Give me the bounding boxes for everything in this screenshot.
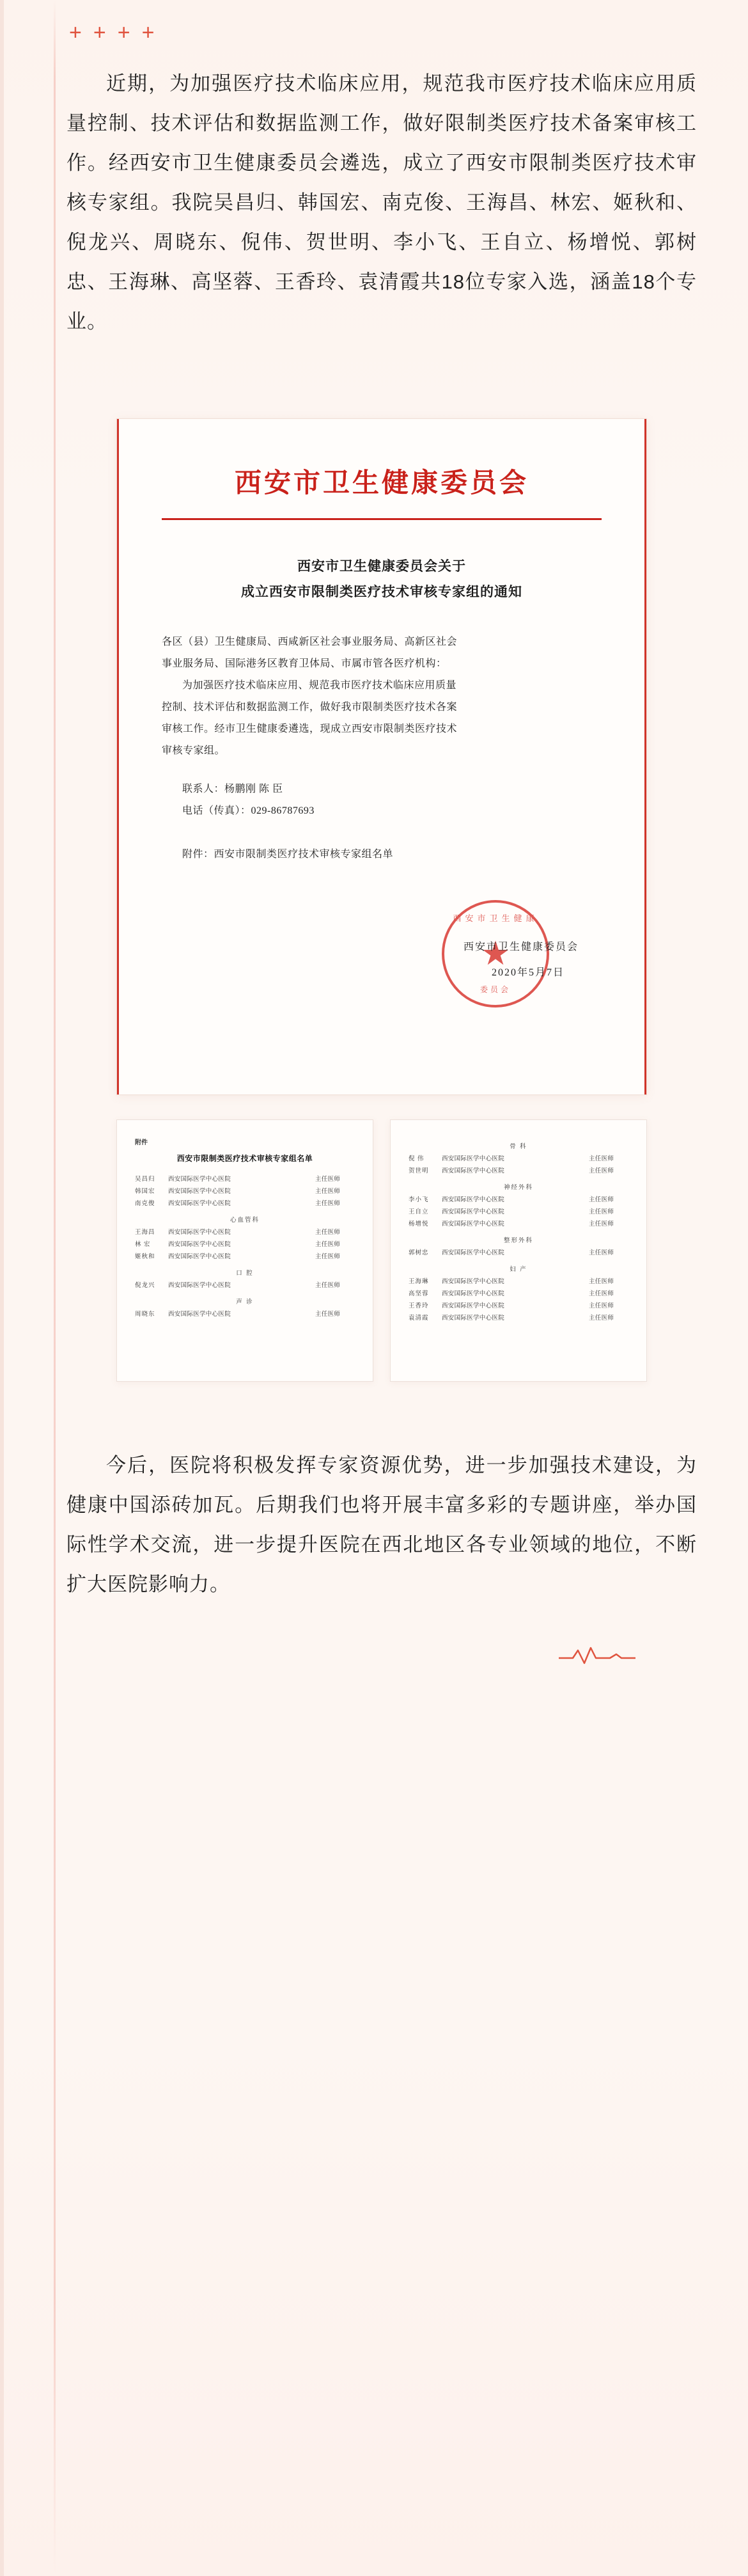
notice-recipients-line2: 事业服务局、国际港务区教育卫体局、市属市管各医疗机构： — [162, 658, 447, 669]
expert-org: 西安国际医学中心医院 — [442, 1167, 505, 1174]
list-item — [409, 1313, 628, 1325]
notice-divider-rule — [162, 518, 602, 520]
expert-title: 主任医师 — [589, 1196, 614, 1203]
notice-signature-area — [162, 883, 602, 1018]
specialty-group-heading: 声 诊 — [236, 1299, 254, 1306]
expert-name: 郭树忠 — [409, 1249, 429, 1256]
expert-title: 主任医师 — [315, 1200, 341, 1207]
expert-org: 西安国际医学中心医院 — [442, 1315, 505, 1322]
notice-attachment-note: 附件：西安市限制类医疗技术审核专家组名单 — [182, 848, 394, 860]
seal-bottom-text: 委员会 — [479, 984, 511, 994]
expert-title: 主任医师 — [589, 1208, 614, 1215]
notice-contact-block — [162, 778, 602, 822]
expert-org: 西安国际医学中心医院 — [168, 1241, 231, 1248]
notice-title-line1: 西安市卫生健康委员会关于 — [297, 558, 466, 574]
expert-org: 西安国际医学中心医院 — [442, 1221, 505, 1228]
expert-title: 主任医师 — [315, 1253, 341, 1260]
expert-name: 南克俊 — [135, 1200, 155, 1207]
attachment-title: 西安市限制类医疗技术审核专家组名单 — [176, 1153, 313, 1163]
plus-icon: + — [141, 20, 156, 45]
expert-org: 西安国际医学中心医院 — [168, 1229, 231, 1236]
attachment-page-1 — [116, 1119, 373, 1382]
list-item — [135, 1239, 355, 1251]
notice-body-line3: 审核工作。经市卫生健康委遴选，现成立西安市限制类医疗技术 — [162, 723, 458, 734]
expert-name: 李小飞 — [409, 1196, 429, 1203]
list-item — [409, 1300, 628, 1313]
expert-title: 主任医师 — [315, 1311, 341, 1318]
expert-name: 吴昌归 — [135, 1176, 155, 1183]
expert-name: 王自立 — [409, 1208, 429, 1215]
expert-org: 西安国际医学中心医院 — [168, 1253, 231, 1260]
expert-title: 主任医师 — [315, 1282, 341, 1289]
expert-name: 杨增悦 — [409, 1221, 429, 1228]
list-item — [409, 1206, 628, 1219]
attachment-page-2 — [390, 1119, 647, 1382]
notice-contact-person: 联系人：杨鹏刚 陈 臣 — [182, 783, 283, 794]
notice-sign-date: 2020年5月7日 — [491, 967, 565, 978]
list-item — [409, 1219, 628, 1231]
attachment-page-1-list — [135, 1174, 355, 1321]
notice-signer: 西安市卫生健康委员会 — [463, 941, 579, 952]
expert-title: 主任医师 — [589, 1290, 614, 1297]
expert-name: 高坚蓉 — [409, 1290, 429, 1297]
seal-top-text: 西安市卫生健康 — [453, 913, 538, 923]
expert-name: 倪龙兴 — [135, 1282, 155, 1289]
attachment-scans — [66, 1119, 697, 1382]
expert-name: 倪 伟 — [409, 1155, 425, 1162]
outro-paragraph: 今后，医院将积极发挥专家资源优势，进一步加强技术建设，为健康中国添砖加瓦。后期我们也将开展丰富多彩的专题讲座，举办国际性学术交流，进一步提升医院在西北地区各专业领域的地位，不断扩大医院影响力。 — [66, 1453, 697, 1595]
notice-contact-phone: 电话（传真）：029-86787693 — [182, 805, 315, 816]
notice-title — [162, 553, 602, 604]
expert-title: 主任医师 — [589, 1221, 614, 1228]
attachment-label: 附件 — [135, 1139, 148, 1146]
expert-org: 西安国际医学中心医院 — [168, 1282, 231, 1289]
expert-org: 西安国际医学中心医院 — [168, 1311, 231, 1318]
list-item — [135, 1227, 355, 1239]
specialty-group-heading: 整形外科 — [503, 1237, 533, 1244]
expert-title: 主任医师 — [315, 1241, 341, 1248]
list-item — [409, 1288, 628, 1300]
notice-body-line2: 控制、技术评估和数据监测工作，做好我市限制类医疗技术各案 — [162, 701, 458, 713]
expert-org: 西安国际医学中心医院 — [442, 1196, 505, 1203]
plus-icon: + — [117, 20, 132, 45]
expert-title: 主任医师 — [589, 1278, 614, 1285]
list-item — [135, 1174, 355, 1186]
list-item — [135, 1280, 355, 1292]
notice-issuer-header: 西安市卫生健康委员会 — [234, 469, 529, 498]
official-notice-document — [116, 418, 647, 1095]
list-item — [409, 1194, 628, 1206]
expert-org: 西安国际医学中心医院 — [442, 1290, 505, 1297]
notice-body — [162, 631, 602, 865]
notice-body-line1: 为加强医疗技术临床应用、规范我市医疗技术临床应用质量 — [182, 679, 457, 691]
plus-icon: + — [69, 20, 83, 45]
expert-title: 主任医师 — [315, 1176, 341, 1183]
expert-name: 姬秋和 — [135, 1253, 155, 1260]
list-item — [409, 1166, 628, 1178]
notice-body-line4: 审核专家组。 — [162, 745, 226, 756]
expert-title: 主任医师 — [589, 1167, 614, 1174]
expert-title: 主任医师 — [589, 1315, 614, 1322]
list-item — [135, 1309, 355, 1321]
expert-name: 贺世明 — [409, 1167, 429, 1174]
expert-name: 韩国宏 — [135, 1188, 155, 1195]
expert-org: 西安国际医学中心医院 — [442, 1278, 505, 1285]
specialty-group-heading: 妇 产 — [510, 1266, 527, 1273]
notice-attachment-note-block — [162, 844, 602, 865]
specialty-group-heading: 神经外科 — [503, 1184, 533, 1191]
expert-title: 主任医师 — [589, 1249, 614, 1256]
expert-org: 西安国际医学中心医院 — [442, 1249, 505, 1256]
expert-name: 周晓东 — [135, 1311, 155, 1318]
expert-name: 林 宏 — [135, 1241, 151, 1248]
expert-org: 西安国际医学中心医院 — [168, 1176, 231, 1183]
expert-title: 主任医师 — [315, 1188, 341, 1195]
expert-org: 西安国际医学中心医院 — [442, 1155, 505, 1162]
expert-org: 西安国际医学中心医院 — [168, 1188, 231, 1195]
list-item — [135, 1186, 355, 1198]
list-item — [135, 1198, 355, 1210]
list-item — [409, 1247, 628, 1260]
expert-org: 西安国际医学中心医院 — [168, 1200, 231, 1207]
expert-org: 西安国际医学中心医院 — [442, 1208, 505, 1215]
expert-name: 王海琳 — [409, 1278, 429, 1285]
list-item — [409, 1276, 628, 1288]
expert-name: 袁清霞 — [409, 1315, 429, 1322]
footer-decoration — [66, 1604, 697, 1700]
expert-org: 西安国际医学中心医院 — [442, 1302, 505, 1309]
list-item — [409, 1153, 628, 1166]
list-item — [135, 1251, 355, 1263]
specialty-group-heading: 骨 科 — [510, 1143, 527, 1150]
expert-name: 王海昌 — [135, 1229, 155, 1236]
attachment-page-2-list — [409, 1141, 628, 1325]
expert-title: 主任医师 — [589, 1155, 614, 1162]
plus-icon: + — [93, 20, 107, 45]
expert-title: 主任医师 — [315, 1229, 341, 1236]
expert-name: 王香玲 — [409, 1302, 429, 1309]
notice-recipients-line1: 各区（县）卫生健康局、西咸新区社会事业服务局、高新区社会 — [162, 636, 458, 647]
intro-paragraph: 近期，为加强医疗技术临床应用，规范我市医疗技术临床应用质量控制、技术评估和数据监测工作，做好限制类医疗技术备案审核工作。经西安市卫生健康委员会遴选，成立了西安市限制类医疗技术审核专家组。我院吴昌归、韩国宏、南克俊、王海昌、林宏、姬秋和、倪龙兴、周晓东、倪伟、贺世明、李小飞、王自立、杨增悦、郭树忠、王海琳、高坚蓉、王香玲、袁清霞共18位专家入选，涵盖18个专业。 — [66, 72, 697, 333]
heartbeat-icon — [559, 1644, 635, 1666]
expert-title: 主任医师 — [589, 1302, 614, 1309]
seal-star-icon: ★ — [480, 935, 511, 972]
notice-title-line2: 成立西安市限制类医疗技术审核专家组的通知 — [241, 583, 522, 599]
official-seal-icon — [442, 900, 549, 1007]
specialty-group-heading: 口 腔 — [236, 1270, 254, 1277]
specialty-group-heading: 心血管科 — [230, 1217, 260, 1224]
